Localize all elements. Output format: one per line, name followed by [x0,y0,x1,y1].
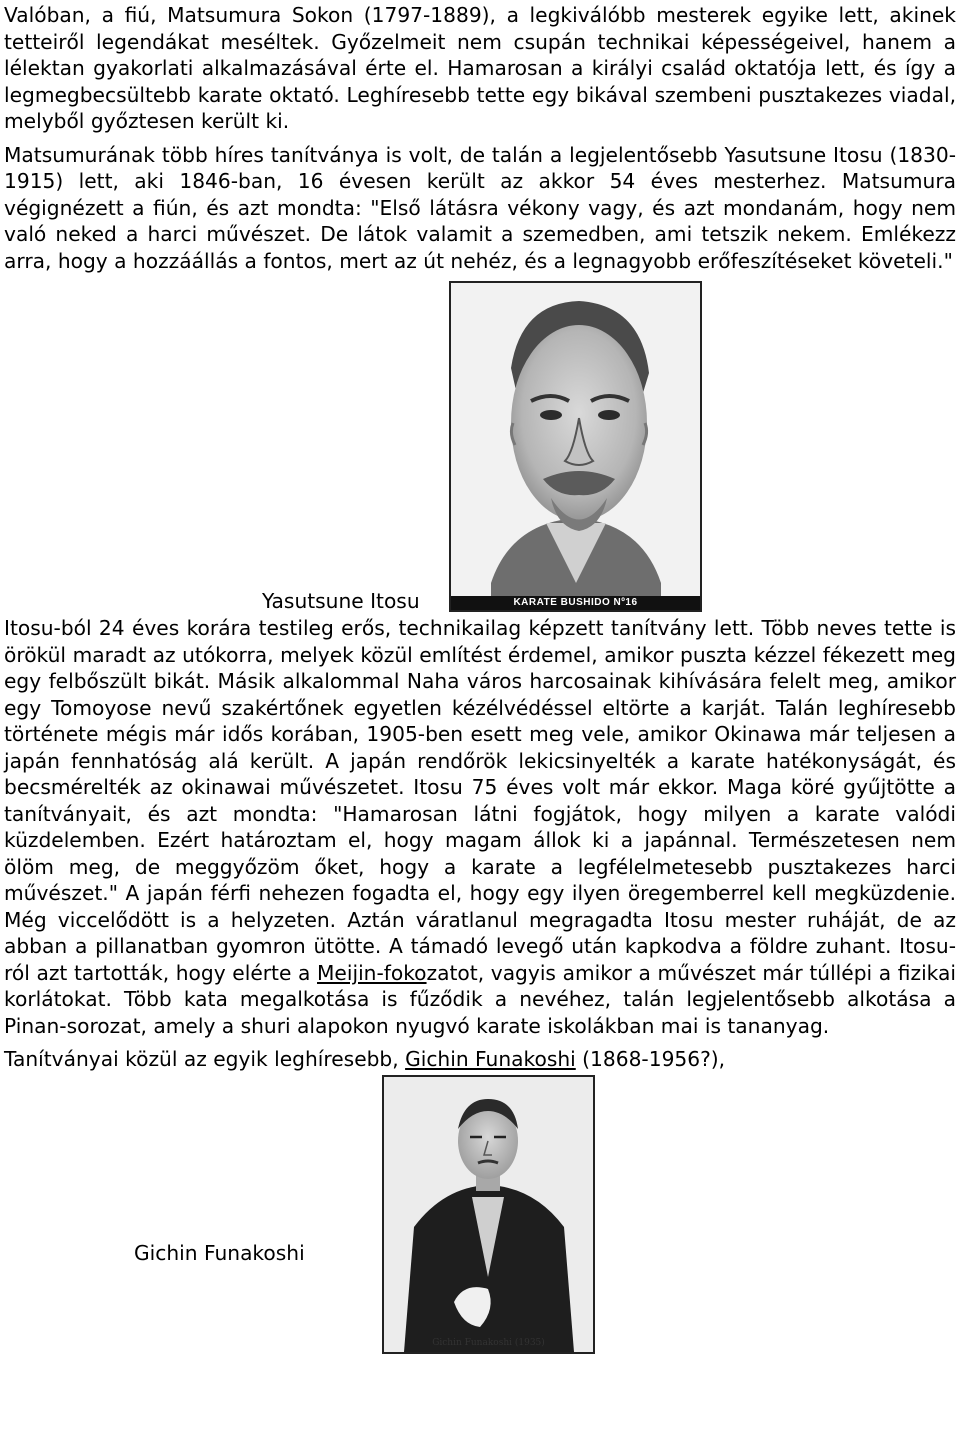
paragraph-itosu-story-text-a: Itosu-ból 24 éves korára testileg erős, technikailag képzett tanítvány lett. Több neves tette is örökül maradt az utókorra, melyek közül említést érdemel, amikor puszta kézzel fékezett meg egy felbőszült bikát. Másik alkalommal Naha város harcosainak kihívására felelt meg, amikor egy Tomoyose nevű szakértőnek egyetlen kézélvédéssel eltörte a karját. Talán leghíresebb története mégis már idős korában, 1905-ben esett meg vele, amikor Okinawa már teljesen a japán fennhatóság alá került. A japán rendőrök lekicsinyelték a karate hatékonyságát, és becsmérelték az okinawai művészetet. Itosu 75 éves volt már ekkor. Maga köré gyűjtötte a tanítványait, és azt mondta: "Hamarosan látni fogjátok, hogy milyen a karate valódi küzdelemben. Ezért határoztam el, hogy magam állok ki a japánnal. Természetesen nem ölöm meg, de meggyőzöm őket, hogy a karate a legfélelmetesebb pusztakezes harci művészet." A japán férfi nehezen fogadta el, hogy egy ilyen öregemberrel kell megküzdenie. Még viccelődött is a helyzeten. Aztán váratlanul megragadta Itosu mester ruháját, de az abban a pillanatban gyomron ütötte. A támadó levegő után kapkodva a földre zuhant. Itosu-ról azt tartották, hogy elérte a [4,616,956,985]
portrait-funakoshi-drawing [384,1077,593,1352]
portrait-funakoshi-image [382,1075,595,1354]
paragraph-funakoshi-text-a: Tanítványai közül az egyik leghíresebb, [4,1047,406,1071]
paragraph-funakoshi-text-b: (1868-1956?), [575,1047,726,1071]
paragraph-itosu-story [4,615,956,1039]
document-page [4,0,956,1375]
figure-funakoshi [4,1075,956,1375]
figure-caption-itosu: Yasutsune Itosu [262,589,420,613]
paragraph-funakoshi-intro [4,1046,956,1073]
paragraph-itosu-intro: Matsumurának több híres tanítványa is volt, de talán a legjelentősebb Yasutsune Itosu (1830-1915) lett, aki 1846-ban, 16 évesen került az akkor 54 éves mesterhez. Matsumura végignézett a fiún, és azt mondta: "Első látásra vékony vagy, és azt mondanám, hogy nem való neked a harci művészet. De látok valamit a szemedben, ami tetszik nekem. Emlékezz arra, hogy a hozzáállás a fontos, mert az út nehéz, és a legnagyobb erőfeszítéseket követeli." [4,142,956,273]
meijin-fokozat-link[interactable]: Meijin-foko [317,960,427,985]
figure-caption-funakoshi: Gichin Funakoshi [134,1240,305,1265]
figure-itosu [4,281,956,611]
portrait-funakoshi-signature: Gichin Funakoshi (1935) [432,1337,545,1348]
portrait-itosu-image [449,281,702,612]
paragraph-itosu-story-text-b: zatot, vagyis amikor a művészet már túllépi a fizikai korlátokat. Több kata megalkotása is fűződik a nevéhez, talán legjelentősebb alkotása a Pinan-sorozat, amely a shuri alapokon nyugvó karate iskolákban mai is tananyag. [4,960,956,1038]
paragraph-matsumura-sokon: Valóban, a fiú, Matsumura Sokon (1797-1889), a legkiválóbb mesterek egyike lett, akinek tetteiről legendákat meséltek. Győzelmeit nem csupán technikai képességeivel, hanem a lélektan gyakorlati alkalmazásával érte el. Hamarosan a királyi család oktatója lett, és így a legmegbecsültebb karate oktató. Leghíresebb tette egy bikával szembeni pusztakezes viadal, melyből győztesen került ki. [4,3,956,133]
portrait-itosu-drawing [451,283,700,610]
portrait-itosu-banner: KARATE BUSHIDO Nº16 [451,596,700,610]
gichin-funakoshi-link[interactable]: Gichin Funakoshi [405,1047,576,1071]
